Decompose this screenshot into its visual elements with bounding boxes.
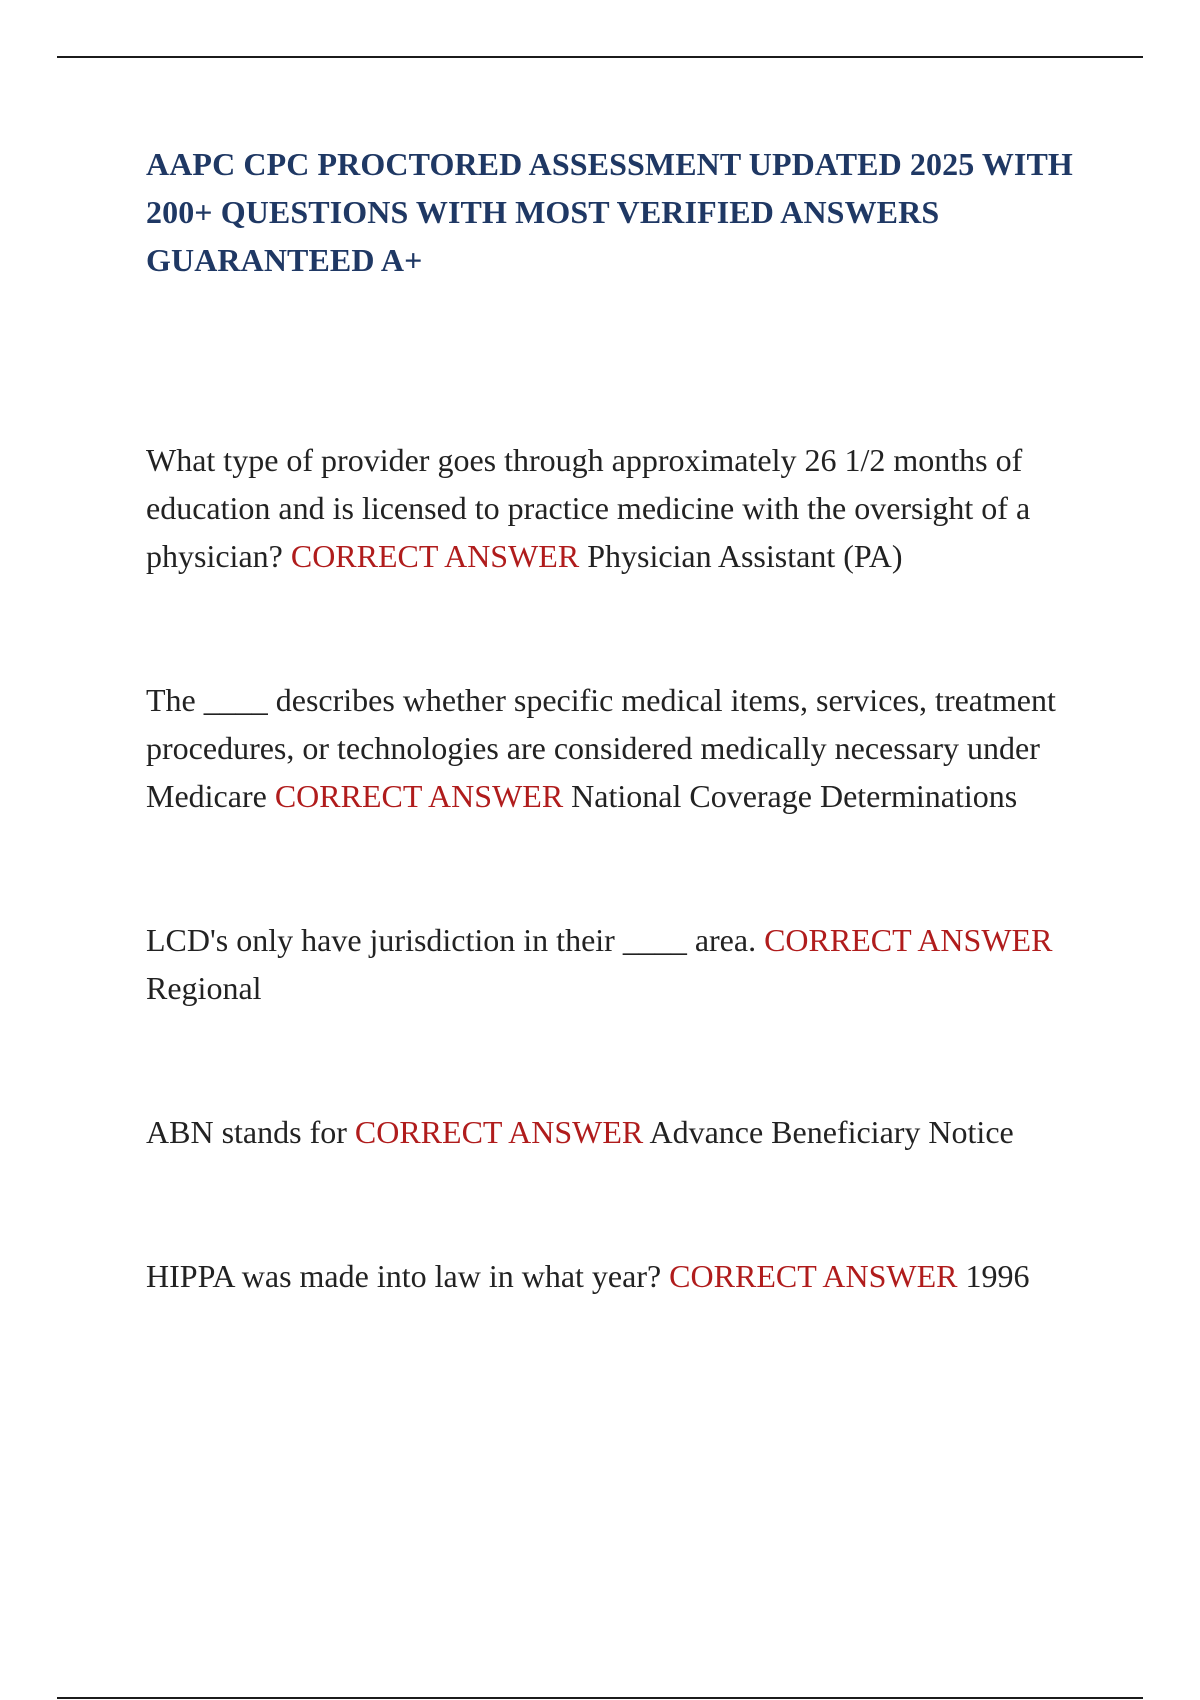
document-title: AAPC CPC PROCTORED ASSESSMENT UPDATED 2025 WITH 200+ QUESTIONS WITH MOST VERIFIED ANSWERS GUARANTEED A+ (146, 146, 1073, 278)
question-text: What type of provider goes through approximately 26 1/2 months of education and is licensed to practice medicine with the oversight of a physician? (146, 442, 1031, 574)
qa-list (146, 436, 1106, 1300)
correct-answer-label: CORRECT ANSWER (354, 1114, 644, 1150)
top-rule (57, 56, 1143, 58)
answer-text: 1996 (965, 1258, 1030, 1294)
answer-text: National Coverage Determinations (571, 778, 1018, 814)
question-text: LCD's only have jurisdiction in their ____ area. (146, 922, 757, 958)
question-text: HIPPA was made into law in what year? (146, 1258, 662, 1294)
question-text: ABN stands for (146, 1114, 347, 1150)
qa-item (146, 436, 1106, 580)
qa-item (146, 1108, 1106, 1156)
qa-item (146, 676, 1106, 820)
correct-answer-label: CORRECT ANSWER (669, 1258, 958, 1294)
correct-answer-label: CORRECT ANSWER (274, 778, 564, 814)
answer-text: Advance Beneficiary Notice (649, 1114, 1014, 1150)
answer-text: Physician Assistant (PA) (587, 538, 903, 574)
correct-answer-label: CORRECT ANSWER (290, 538, 580, 574)
correct-answer-label: CORRECT ANSWER (764, 922, 1053, 958)
qa-item (146, 1252, 1106, 1300)
question-text: The ____ describes whether specific medical items, services, treatment procedures, or technologies are considered medically necessary under Medicare (146, 682, 1056, 814)
bottom-rule (57, 1697, 1143, 1699)
qa-item (146, 916, 1106, 1012)
answer-text: Regional (146, 970, 262, 1006)
document-body (146, 140, 1106, 1396)
